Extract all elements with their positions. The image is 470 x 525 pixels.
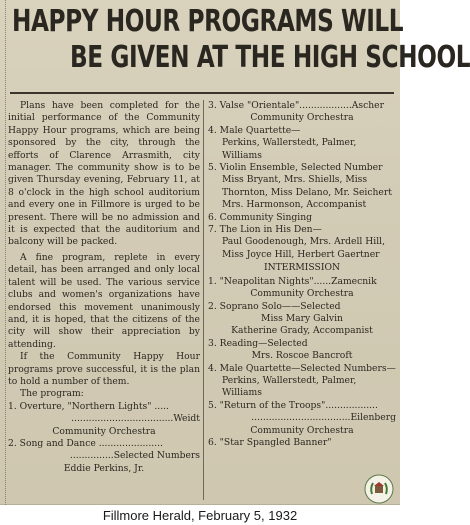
intermission-label: INTERMISSION [263, 262, 341, 274]
program-item-title: 4. Male Quartette—Selected Numbers— [208, 362, 396, 374]
program-item-title: 1. Overture, "Northern Lights" ..... [8, 400, 169, 412]
program-item-credit: ...................................Weidt [71, 413, 200, 425]
program-item [208, 363, 396, 400]
program-item-performer: Perkins, Wallerstedt, Palmer, Williams [222, 374, 357, 399]
program-item [8, 438, 200, 475]
program-item-title: 3. Valse "Orientale"..................Ascher [208, 100, 384, 111]
program-item [8, 401, 200, 438]
left-column [8, 100, 200, 475]
column-divider [203, 100, 204, 500]
program-item-title: 4. Male Quartette— [208, 124, 301, 136]
program-item [208, 338, 396, 363]
program-item-title: 3. Reading—Selected [208, 337, 308, 349]
headline-line-2: BE GIVEN AT THE HIGH SCHOOL [70, 40, 470, 75]
program-item [208, 301, 396, 338]
program-item-performer: Eddie Perkins, Jr. [63, 462, 145, 474]
program-item [208, 162, 396, 212]
article-paragraph-2: A fine program, replete in every detail, has been arranged and only local talent will be used. The various service clubs and women's organizations have endorsed this movement unanimously and, it is hoped, that the citizens of the city will show their appreciation by attending. [8, 251, 200, 350]
program-item-title: 7. The Lion in His Den— [208, 224, 322, 236]
program-item-performer: Paul Goodenough, Mrs. Ardell Hill, Miss Joyce Hill, Herbert Gaertner [222, 236, 385, 260]
program-label: The program: [20, 388, 84, 400]
program-item [208, 400, 396, 437]
program-item [208, 212, 396, 224]
program-item-performer: Community Orchestra [52, 425, 156, 437]
program-item [208, 437, 396, 449]
program-item-performer: Miss Bryant, Mrs. Shiells, Miss Thornton, Miss Delano, Mr. Seichert [222, 174, 392, 198]
article-paragraph-3: If the Community Happy Hour programs prove successful, it is the plan to hold a number of them. [8, 351, 200, 387]
program-item-extra: Katherine Grady, Accompanist [231, 325, 373, 337]
program-item-performer: Perkins, Wallerstedt, Palmer, Williams [222, 137, 357, 161]
program-item-performer: Miss Mary Galvin [261, 312, 343, 324]
program-item-credit: ..................................Eilenberg [251, 412, 396, 424]
headline-rule [10, 92, 394, 94]
laurel-seal-icon [364, 474, 394, 504]
right-column [208, 100, 396, 449]
program-item [208, 224, 396, 261]
program-item [208, 125, 396, 162]
program-item-title: 2. Song and Dance ...................... [8, 437, 163, 449]
program-item-title: 5. "Return of the Troops".................. [208, 399, 378, 411]
program-item-credit: ...............Selected Numbers [69, 450, 200, 462]
program-item-title: 5. Violin Ensemble, Selected Number [208, 162, 383, 174]
program-item-extra: Mrs. Harmonson, Accompanist [222, 199, 367, 211]
clipping-edge [0, 0, 6, 505]
program-item-performer: Community Orchestra [250, 288, 354, 300]
program-item [208, 100, 396, 125]
program-item-title: 6. Community Singing [208, 211, 313, 223]
program-item-title: 2. Soprano Solo——Selected [208, 300, 341, 312]
program-item-performer: Mrs. Roscoe Bancroft [251, 350, 353, 362]
program-item-performer: Community Orchestra [250, 424, 354, 436]
headline-line-1: HAPPY HOUR PROGRAMS WILL [12, 4, 404, 39]
program-item-performer: Community Orchestra [250, 112, 354, 124]
program-item-title: 6. "Star Spangled Banner" [208, 436, 332, 448]
image-caption: Fillmore Herald, February 5, 1932 [102, 508, 298, 523]
article-paragraph-1: Plans have been completed for the initial performance of the Community Happy Hour programs, which are being sponsored by the city, through the efforts of Clarence Arrasmith, city manager. The community show is to be given Thursday evening, February 11, at 8 o'clock in the high school auditorium and every one in Fillmore is urged to be present. There will be no admission and it is expected that the auditorium and balcony will be packed. [8, 100, 200, 248]
program-item [208, 276, 396, 301]
program-item-title: 1. "Neapolitan Nights"......Zamecnik [208, 275, 377, 287]
